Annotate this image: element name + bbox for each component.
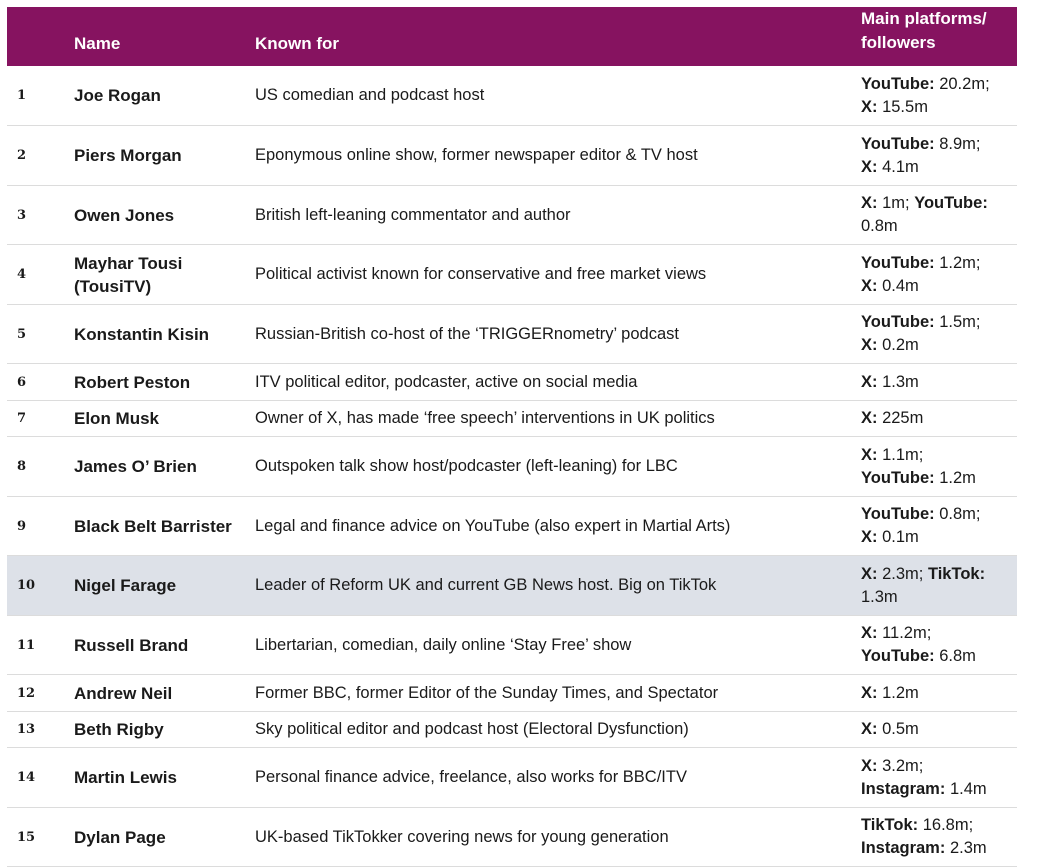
platform-followers: 1.4m [945, 779, 987, 798]
platform-name: X: [861, 157, 878, 176]
platform-followers: 0.2m [877, 336, 919, 354]
platforms-text [861, 814, 987, 860]
platform-followers: 0.4m [877, 276, 919, 295]
name-cell-text: Dylan Page [74, 827, 166, 847]
platforms-cell [861, 305, 1013, 363]
rank-cell [17, 712, 57, 747]
platforms-cell [861, 126, 1013, 185]
rank-cell-text: 7 [17, 411, 27, 426]
table-row [7, 712, 1017, 748]
platforms-cell [861, 616, 1013, 674]
header-known-for: Known for [255, 34, 340, 53]
name-cell-text: Konstantin Kisin [74, 324, 210, 344]
name-cell-text: Piers Morgan [74, 146, 182, 165]
known-for-cell-text: Owner of X, has made ‘free speech’ interventions in UK politics [255, 409, 715, 427]
platforms-cell [861, 748, 1013, 807]
platform-name: X: [861, 409, 878, 427]
table-row [7, 616, 1017, 675]
rank-cell-text: 10 [17, 578, 36, 593]
known-for-cell-text: Personal finance advice, freelance, also works for BBC/ITV [255, 768, 687, 786]
name-cell-text: Owen Jones [74, 205, 175, 225]
name-cell-text: Robert Peston [74, 372, 191, 392]
table-body [7, 66, 1017, 867]
platforms-text [861, 682, 919, 705]
rank-cell [17, 126, 57, 185]
known-for-cell [255, 305, 845, 363]
rank-cell [17, 305, 57, 363]
rank-cell-text: 8 [17, 459, 27, 474]
name-cell [74, 437, 244, 496]
rank-cell-text: 1 [17, 88, 27, 103]
platform-name: X: [861, 276, 878, 295]
known-for-cell-text: Outspoken talk show host/podcaster (left-leaning) for LBC [255, 457, 678, 475]
platform-followers: 16.8m; [918, 816, 974, 834]
platform-followers: 1.2m; [934, 253, 981, 272]
platform-name: YouTube: [861, 647, 935, 665]
known-for-cell [255, 66, 845, 125]
platform-followers: 1.2m [877, 683, 919, 702]
name-cell-text: Nigel Farage [74, 576, 177, 595]
platforms-text [861, 755, 987, 801]
rank-cell-text: 13 [17, 722, 36, 737]
known-for-cell-text: Political activist known for conservative and free market views [255, 265, 707, 283]
platform-name: YouTube: [861, 253, 935, 272]
platform-followers: 15.5m [877, 97, 928, 116]
rank-cell [17, 616, 57, 674]
platform-name: Instagram: [861, 839, 946, 857]
platform-followers: 20.2m; [934, 74, 990, 93]
known-for-cell [255, 245, 845, 304]
known-for-cell [255, 437, 845, 496]
known-for-cell [255, 401, 845, 436]
rank-cell-text: 11 [17, 637, 36, 653]
platforms-text [861, 192, 1013, 238]
platforms-cell [861, 186, 1013, 244]
platform-name: YouTube: [861, 134, 935, 153]
platforms-text [861, 252, 980, 298]
platform-followers: 0.8m [861, 217, 898, 235]
rank-cell-text: 2 [17, 148, 27, 163]
platform-name: TikTok: [927, 564, 986, 583]
platforms-text [861, 371, 919, 394]
platforms-cell [861, 808, 1013, 866]
name-cell [74, 748, 244, 807]
platform-name: X: [861, 194, 878, 212]
name-cell-text: Mayhar Tousi (TousiTV) [74, 253, 183, 296]
known-for-cell [255, 748, 845, 807]
known-for-cell-text: Leader of Reform UK and current GB News host. Big on TikTok [255, 576, 717, 594]
name-cell-text: Martin Lewis [74, 768, 177, 787]
platforms-text [861, 718, 919, 741]
known-for-cell-text: Libertarian, comedian, daily online ‘Stay Free’ show [255, 635, 632, 654]
name-cell-text: James O’ Brien [74, 457, 197, 476]
known-for-cell-text: Russian-British co-host of the ‘TRIGGERnometry’ podcast [255, 324, 679, 343]
table-header [7, 7, 1017, 66]
platform-name: X: [861, 372, 878, 391]
name-cell [74, 556, 244, 615]
rank-cell-text: 6 [17, 374, 27, 390]
table-row [7, 401, 1017, 437]
platform-name: YouTube: [861, 468, 935, 487]
name-cell [74, 616, 244, 674]
table-row [7, 245, 1017, 305]
platforms-cell [861, 401, 1013, 436]
name-cell [74, 126, 244, 185]
platforms-text [861, 407, 923, 430]
platform-name: X: [861, 683, 878, 702]
name-cell [74, 401, 244, 436]
platform-followers: 1.3m [877, 372, 919, 391]
rank-cell-text: 5 [17, 326, 27, 342]
name-cell [74, 712, 244, 747]
platforms-cell [861, 712, 1013, 747]
rank-cell [17, 675, 57, 711]
platforms-text [861, 311, 980, 357]
rank-cell-text: 15 [17, 829, 36, 845]
known-for-cell-text: Former BBC, former Editor of the Sunday Times, and Spectator [255, 683, 719, 702]
platform-name: X: [861, 720, 878, 738]
platforms-text [861, 622, 976, 668]
platform-followers: 4.1m [877, 157, 919, 176]
influencers-table [7, 7, 1017, 867]
platforms-text [861, 503, 980, 549]
table-row [7, 748, 1017, 808]
rank-cell [17, 186, 57, 244]
name-cell [74, 305, 244, 363]
platform-followers: 225m [877, 409, 924, 427]
platforms-cell [861, 675, 1013, 711]
platforms-cell [861, 497, 1013, 555]
rank-cell-text: 12 [17, 685, 36, 701]
platform-name: X: [861, 336, 878, 354]
table-row [7, 126, 1017, 186]
table-row [7, 808, 1017, 867]
known-for-cell-text: ITV political editor, podcaster, active on social media [255, 372, 638, 391]
known-for-cell-text: British left-leaning commentator and author [255, 205, 571, 224]
platform-name: X: [861, 528, 878, 546]
platform-followers: 1.5m; [934, 313, 981, 331]
platforms-cell [861, 437, 1013, 496]
platform-name: X: [861, 445, 878, 464]
table-row [7, 497, 1017, 556]
rank-cell-text: 14 [17, 770, 36, 785]
known-for-cell [255, 126, 845, 185]
name-cell-text: Russell Brand [74, 635, 189, 655]
platform-followers: 0.8m; [934, 505, 981, 523]
platform-followers: 0.1m [877, 528, 919, 546]
name-cell [74, 808, 244, 866]
rank-cell [17, 401, 57, 436]
platforms-text [861, 73, 990, 119]
rank-cell-text: 9 [17, 518, 27, 534]
table-row [7, 437, 1017, 497]
platform-name: Instagram: [861, 779, 946, 798]
header-platforms: Main platforms/ followers [861, 9, 987, 52]
table-row [7, 305, 1017, 364]
platform-followers: 1.1m; [877, 445, 924, 464]
platform-name: TikTok: [861, 816, 919, 834]
platform-followers: 0.5m [877, 720, 919, 738]
name-cell [74, 66, 244, 125]
rank-cell [17, 245, 57, 304]
platform-name: X: [861, 97, 878, 116]
known-for-cell-text: US comedian and podcast host [255, 86, 485, 104]
known-for-cell [255, 364, 845, 400]
platform-followers: 2.3m [945, 839, 987, 857]
platform-followers: 1m; [877, 194, 915, 212]
platform-name: X: [861, 564, 878, 583]
table-row [7, 186, 1017, 245]
platform-followers: 2.3m; [877, 564, 928, 583]
name-cell-text: Beth Rigby [74, 720, 164, 739]
table-row [7, 675, 1017, 712]
platform-name: YouTube: [861, 74, 935, 93]
known-for-cell [255, 497, 845, 555]
known-for-cell-text: UK-based TikTokker covering news for young generation [255, 827, 669, 846]
known-for-cell-text: Sky political editor and podcast host (Electoral Dysfunction) [255, 720, 689, 738]
platforms-text [861, 563, 1013, 609]
platform-name: X: [861, 756, 878, 775]
rank-cell [17, 437, 57, 496]
rank-cell-text: 4 [17, 267, 27, 282]
platforms-text [861, 444, 976, 490]
platforms-cell [861, 556, 1013, 615]
known-for-cell [255, 556, 845, 615]
table-row [7, 66, 1017, 126]
platform-followers: 3.2m; [877, 756, 924, 775]
rank-cell [17, 364, 57, 400]
name-cell-text: Elon Musk [74, 409, 160, 428]
rank-cell-text: 3 [17, 207, 27, 223]
platform-followers: 1.2m [934, 468, 976, 487]
name-cell-text: Andrew Neil [74, 683, 173, 703]
platforms-cell [861, 364, 1013, 400]
platform-followers: 1.3m [861, 587, 898, 606]
name-cell [74, 186, 244, 244]
platform-name: YouTube: [914, 194, 988, 212]
table-row [7, 364, 1017, 401]
known-for-cell [255, 616, 845, 674]
known-for-cell [255, 186, 845, 244]
known-for-cell [255, 675, 845, 711]
name-cell-text: Joe Rogan [74, 86, 161, 105]
name-cell [74, 364, 244, 400]
name-cell-text: Black Belt Barrister [74, 516, 232, 536]
platform-name: YouTube: [861, 313, 935, 331]
platforms-text [861, 133, 980, 179]
rank-cell [17, 808, 57, 866]
known-for-cell-text: Eponymous online show, former newspaper editor & TV host [255, 146, 698, 164]
header-name: Name [74, 34, 121, 53]
platform-name: X: [861, 624, 878, 642]
platforms-cell [861, 245, 1013, 304]
known-for-cell-text: Legal and finance advice on YouTube (also expert in Martial Arts) [255, 516, 731, 535]
rank-cell [17, 748, 57, 807]
known-for-cell [255, 808, 845, 866]
table-row [7, 556, 1017, 616]
platform-followers: 11.2m; [877, 624, 932, 642]
rank-cell [17, 497, 57, 555]
name-cell [74, 497, 244, 555]
rank-cell [17, 556, 57, 615]
platforms-cell [861, 66, 1013, 125]
rank-cell [17, 66, 57, 125]
name-cell [74, 245, 244, 304]
known-for-cell [255, 712, 845, 747]
platform-followers: 8.9m; [934, 134, 981, 153]
name-cell [74, 675, 244, 711]
platform-name: YouTube: [861, 505, 935, 523]
platform-followers: 6.8m [934, 647, 976, 665]
